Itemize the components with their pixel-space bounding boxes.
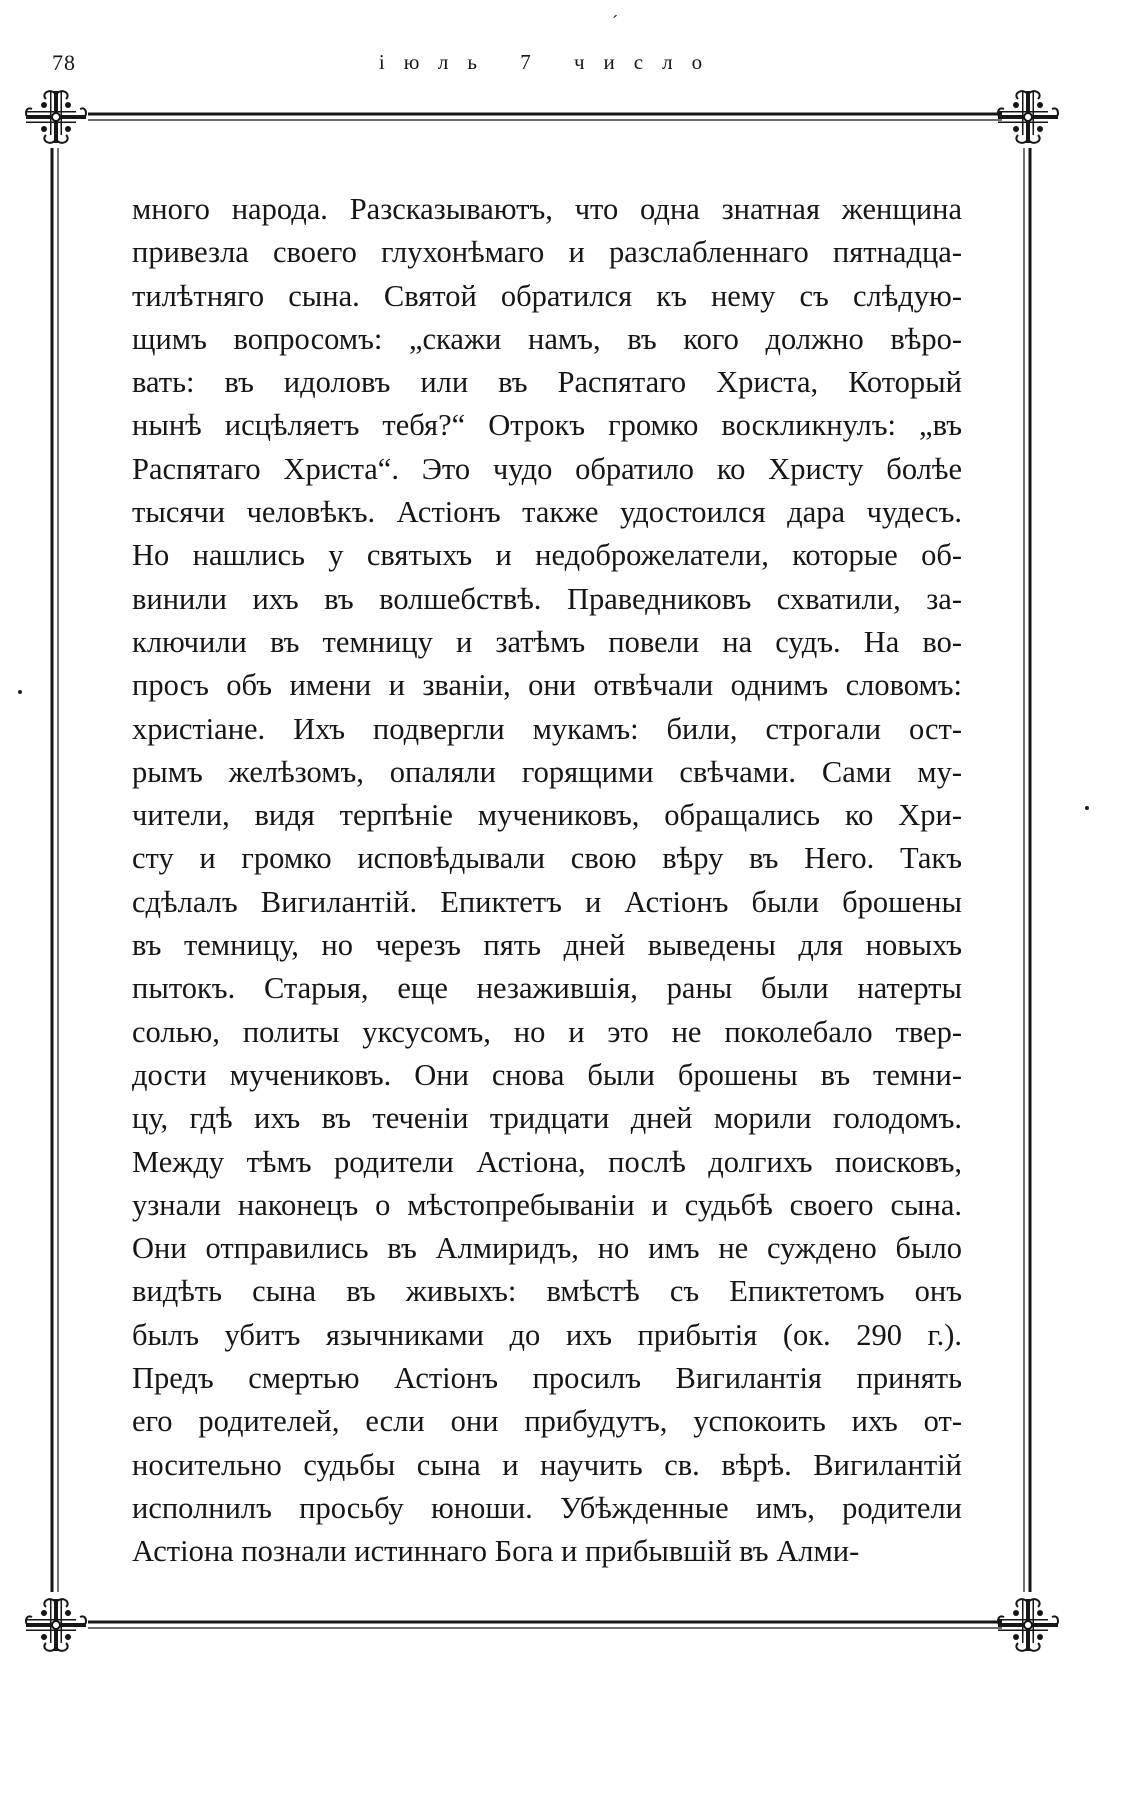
text-line: вать: въ идоловъ или въ Распятаго Христа, Который (132, 365, 962, 400)
text-line: былъ убитъ язычниками до ихъ прибытія (ок. 290 г.). (132, 1317, 962, 1352)
running-head: іюль 7 число (378, 50, 722, 74)
text-line: нынѣ исцѣляетъ тебя?“ Отрокъ громко воскликнулъ: „въ (132, 408, 962, 443)
text-line: много народа. Разсказываютъ, что одна знатная женщина (132, 192, 962, 226)
text-line: Между тѣмъ родители Астіона, послѣ долгихъ поисковъ, (132, 1144, 962, 1179)
text-line: винили ихъ въ волшебствѣ. Праведниковъ схватили, за- (132, 581, 962, 616)
text-line: видѣть сына въ живыхъ: вмѣстѣ съ Епиктетомъ онъ (132, 1274, 962, 1309)
text-line: исполнилъ просьбу юноши. Убѣжденные имъ, родители (132, 1490, 962, 1525)
text-line: привезла своего глухонѣмаго и разслабленнаго пятнадца- (132, 235, 962, 270)
text-line: сту и громко исповѣдывали свою вѣру въ Него. Такъ (132, 841, 962, 876)
text-line: рымъ желѣзомъ, опаляли горящими свѣчами. Сами му- (132, 754, 962, 789)
ink-speck (18, 690, 22, 694)
text-line: сдѣлалъ Вигилантій. Епиктетъ и Астіонъ были брошены (132, 884, 962, 919)
text-line: цу, гдѣ ихъ въ теченіи тридцати дней морили голодомъ. (132, 1101, 962, 1136)
text-line: пытокъ. Старыя, еще незажившія, раны были натерты (132, 971, 962, 1006)
text-line: ключили въ темницу и затѣмъ повели на судъ. На во- (132, 624, 962, 659)
corner-ornament-bottom-right (998, 1599, 1058, 1651)
corner-ornament-top-right (998, 91, 1058, 143)
text-line: Предъ смертью Астіонъ просилъ Вигилантія принять (132, 1361, 962, 1396)
page-number: 78 (52, 50, 76, 75)
text-line: дости мучениковъ. Они снова были брошены въ темни- (132, 1057, 962, 1092)
text-line: тысячи человѣкъ. Астіонъ также удостоился дара чудесъ. (132, 495, 962, 530)
text-line: въ темницу, но черезъ пять дней выведены для новыхъ (132, 928, 962, 963)
text-line: узнали наконецъ о мѣстопребываніи и судьбѣ своего сына. (132, 1187, 962, 1222)
text-line: Они отправились въ Алмиридъ, но имъ не суждено было (132, 1231, 962, 1266)
text-line: солью, политы уксусомъ, но и это не поколебало твер- (132, 1014, 962, 1049)
text-line: его родителей, если они прибудутъ, успокоить ихъ от- (132, 1404, 962, 1439)
text-line: просъ объ имени и званіи, они отвѣчали однимъ словомъ: (132, 668, 962, 703)
text-line: Распятаго Христа“. Это чудо обратило ко Христу болѣе (132, 451, 962, 486)
body-text (132, 188, 962, 1574)
text-line: христіане. Ихъ подвергли мукамъ: били, строгали ост- (132, 711, 962, 746)
text-line: щимъ вопросомъ: „скажи намъ, въ кого должно вѣро- (132, 321, 962, 356)
ink-speck (1085, 806, 1089, 810)
corner-ornament-bottom-left (26, 1599, 86, 1651)
text-line: Но нашлись у святыхъ и недоброжелатели, которые об- (132, 538, 962, 573)
corner-ornament-top-left (26, 91, 86, 143)
text-line: чители, видя терпѣніе мучениковъ, обращались ко Хри- (132, 798, 962, 833)
text-line: Астіона познали истиннаго Бога и прибывшій въ Алми- (132, 1534, 860, 1569)
printer-tick-mark: ˊ (612, 12, 618, 32)
text-line: тилѣтняго сына. Святой обратился къ нему съ слѣдую- (132, 278, 962, 313)
text-line: носительно судьбы сына и научить св. вѣрѣ. Вигилантій (132, 1447, 962, 1482)
